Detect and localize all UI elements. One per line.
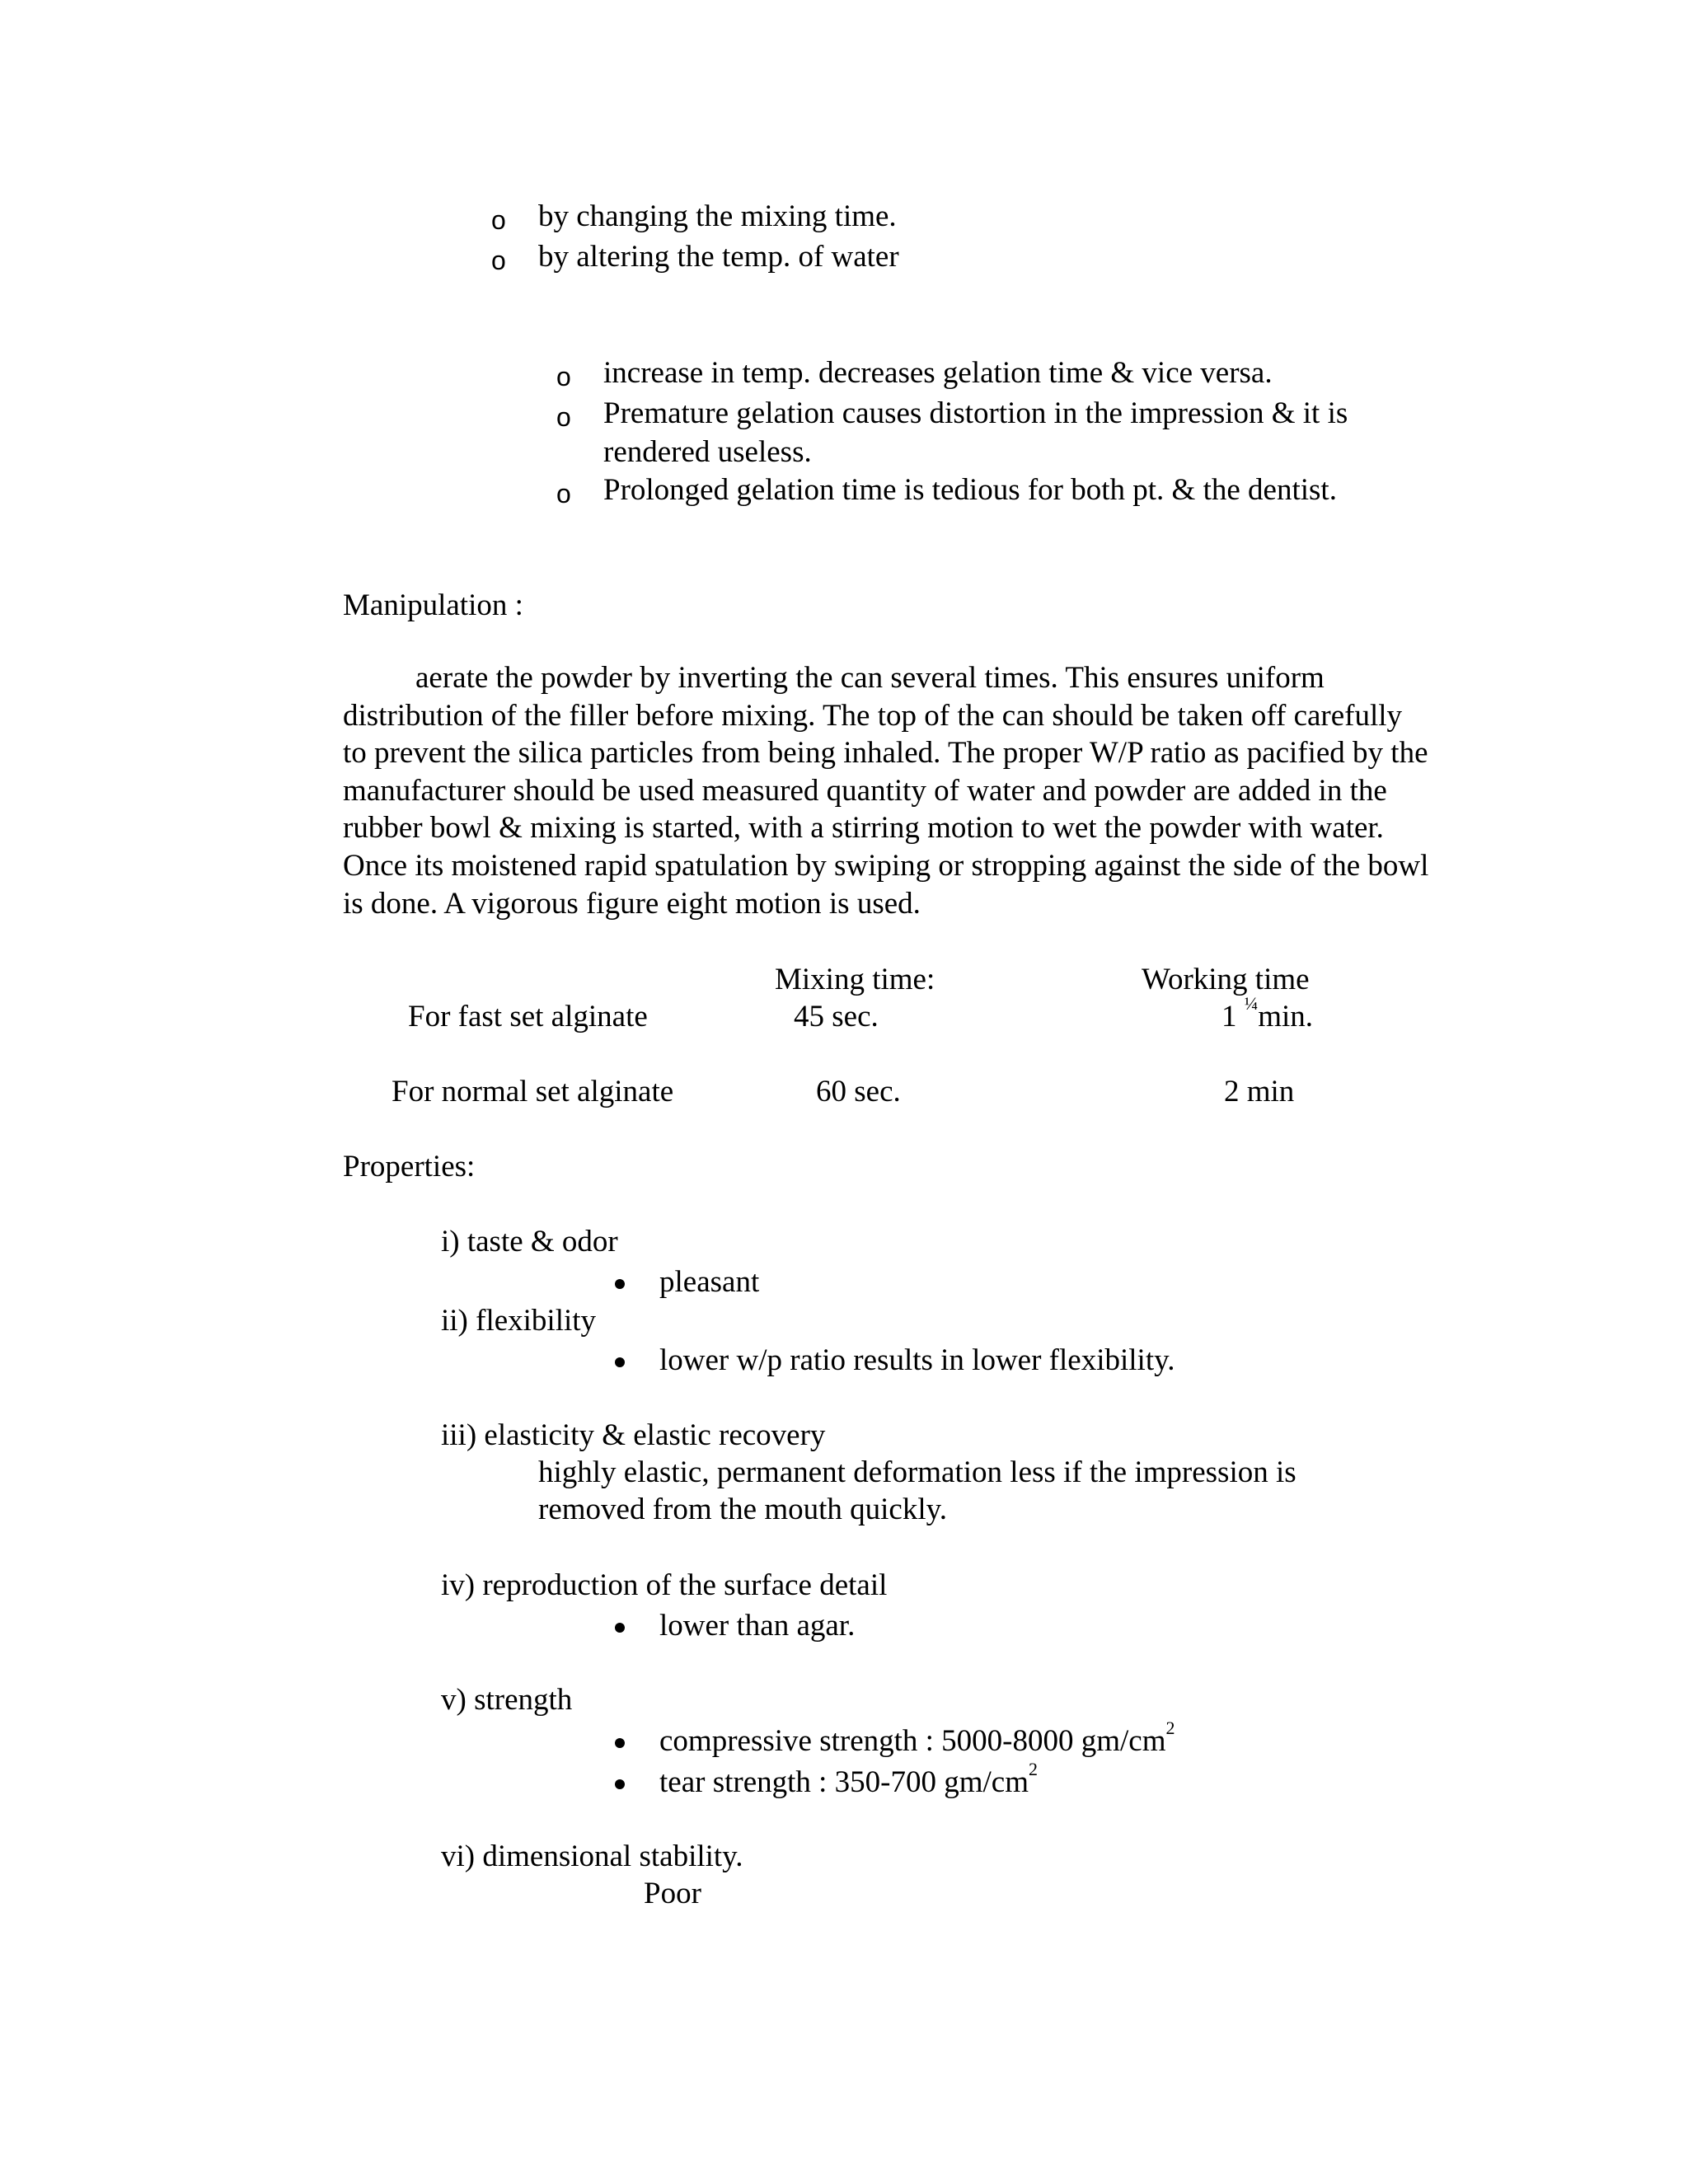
property-text: highly elastic, permanent deformation less if the impression is xyxy=(538,1455,1296,1489)
property-text: removed from the mouth quickly. xyxy=(538,1493,947,1526)
working-unit: min. xyxy=(1258,1000,1314,1033)
table-cell-mixing: 45 sec. xyxy=(794,1000,879,1033)
table-header-working: Working time xyxy=(1142,963,1310,996)
list-item: by altering the temp. of water xyxy=(538,240,899,274)
property-title: iv) reproduction of the surface detail xyxy=(441,1568,888,1602)
section-heading-properties: Properties: xyxy=(343,1150,476,1183)
list-marker-icon: o xyxy=(491,246,506,275)
property-text: Poor xyxy=(644,1877,701,1910)
bullet-icon xyxy=(615,1738,625,1748)
property-title: ii) flexibility xyxy=(441,1304,597,1338)
bullet-icon xyxy=(615,1623,625,1633)
list-marker-icon: o xyxy=(556,362,571,391)
list-item: Prolonged gelation time is tedious for both pt. & the dentist. xyxy=(603,473,1337,507)
table-cell-working xyxy=(1221,993,1314,1036)
property-bullet: lower than agar. xyxy=(659,1609,856,1643)
bullet-icon xyxy=(615,1357,625,1367)
table-header-mixing: Mixing time: xyxy=(775,963,935,996)
property-bullet xyxy=(659,1718,1175,1760)
list-marker-icon: o xyxy=(556,402,571,432)
property-bullet xyxy=(659,1759,1039,1802)
bullet-icon xyxy=(615,1779,625,1789)
property-bullet: lower w/p ratio results in lower flexibility. xyxy=(659,1343,1175,1377)
section-heading-manipulation: Manipulation : xyxy=(343,588,523,622)
compressive-strength-text: compressive strength : 5000-8000 gm/cm xyxy=(659,1724,1166,1758)
working-whole: 1 xyxy=(1221,1000,1237,1033)
list-item: by changing the mixing time. xyxy=(538,199,897,233)
superscript: 2 xyxy=(1029,1759,1039,1779)
property-title: iii) elasticity & elastic recovery xyxy=(441,1418,826,1452)
table-row-label: For fast set alginate xyxy=(408,1000,648,1033)
bullet-icon xyxy=(615,1279,625,1289)
property-title: v) strength xyxy=(441,1683,573,1717)
superscript: 2 xyxy=(1165,1718,1175,1738)
working-fraction: ¼ xyxy=(1244,993,1259,1014)
property-bullet: pleasant xyxy=(659,1265,760,1299)
list-marker-icon: o xyxy=(556,479,571,509)
table-cell-mixing: 60 sec. xyxy=(816,1075,901,1108)
table-row-label: For normal set alginate xyxy=(392,1075,674,1108)
manipulation-paragraph xyxy=(343,659,1431,922)
list-marker-icon: o xyxy=(491,205,506,235)
manipulation-text: aerate the powder by inverting the can several times. This ensures uniform distribution of the filler before mixing. The top of the can should be taken off carefully to prevent the silica particles from being inhaled. The proper W/P ratio as pacified by the manufacturer should be used measured quantity of water and powder are added in the rubber bowl & mixing is started, with a stirring motion to wet the powder with water. Once its moistened rapid spatulation by swiping or stropping against the side of the bowl is done. A vigorous figure eight motion is used. xyxy=(343,661,1429,921)
table-cell-working: 2 min xyxy=(1224,1075,1295,1108)
list-item: Premature gelation causes distortion in the impression & it is xyxy=(603,396,1348,430)
tear-strength-text: tear strength : 350-700 gm/cm xyxy=(659,1765,1029,1799)
list-item-continuation: rendered useless. xyxy=(603,435,812,469)
property-title: vi) dimensional stability. xyxy=(441,1840,743,1873)
list-item: increase in temp. decreases gelation time & vice versa. xyxy=(603,356,1273,390)
property-title: i) taste & odor xyxy=(441,1225,618,1258)
